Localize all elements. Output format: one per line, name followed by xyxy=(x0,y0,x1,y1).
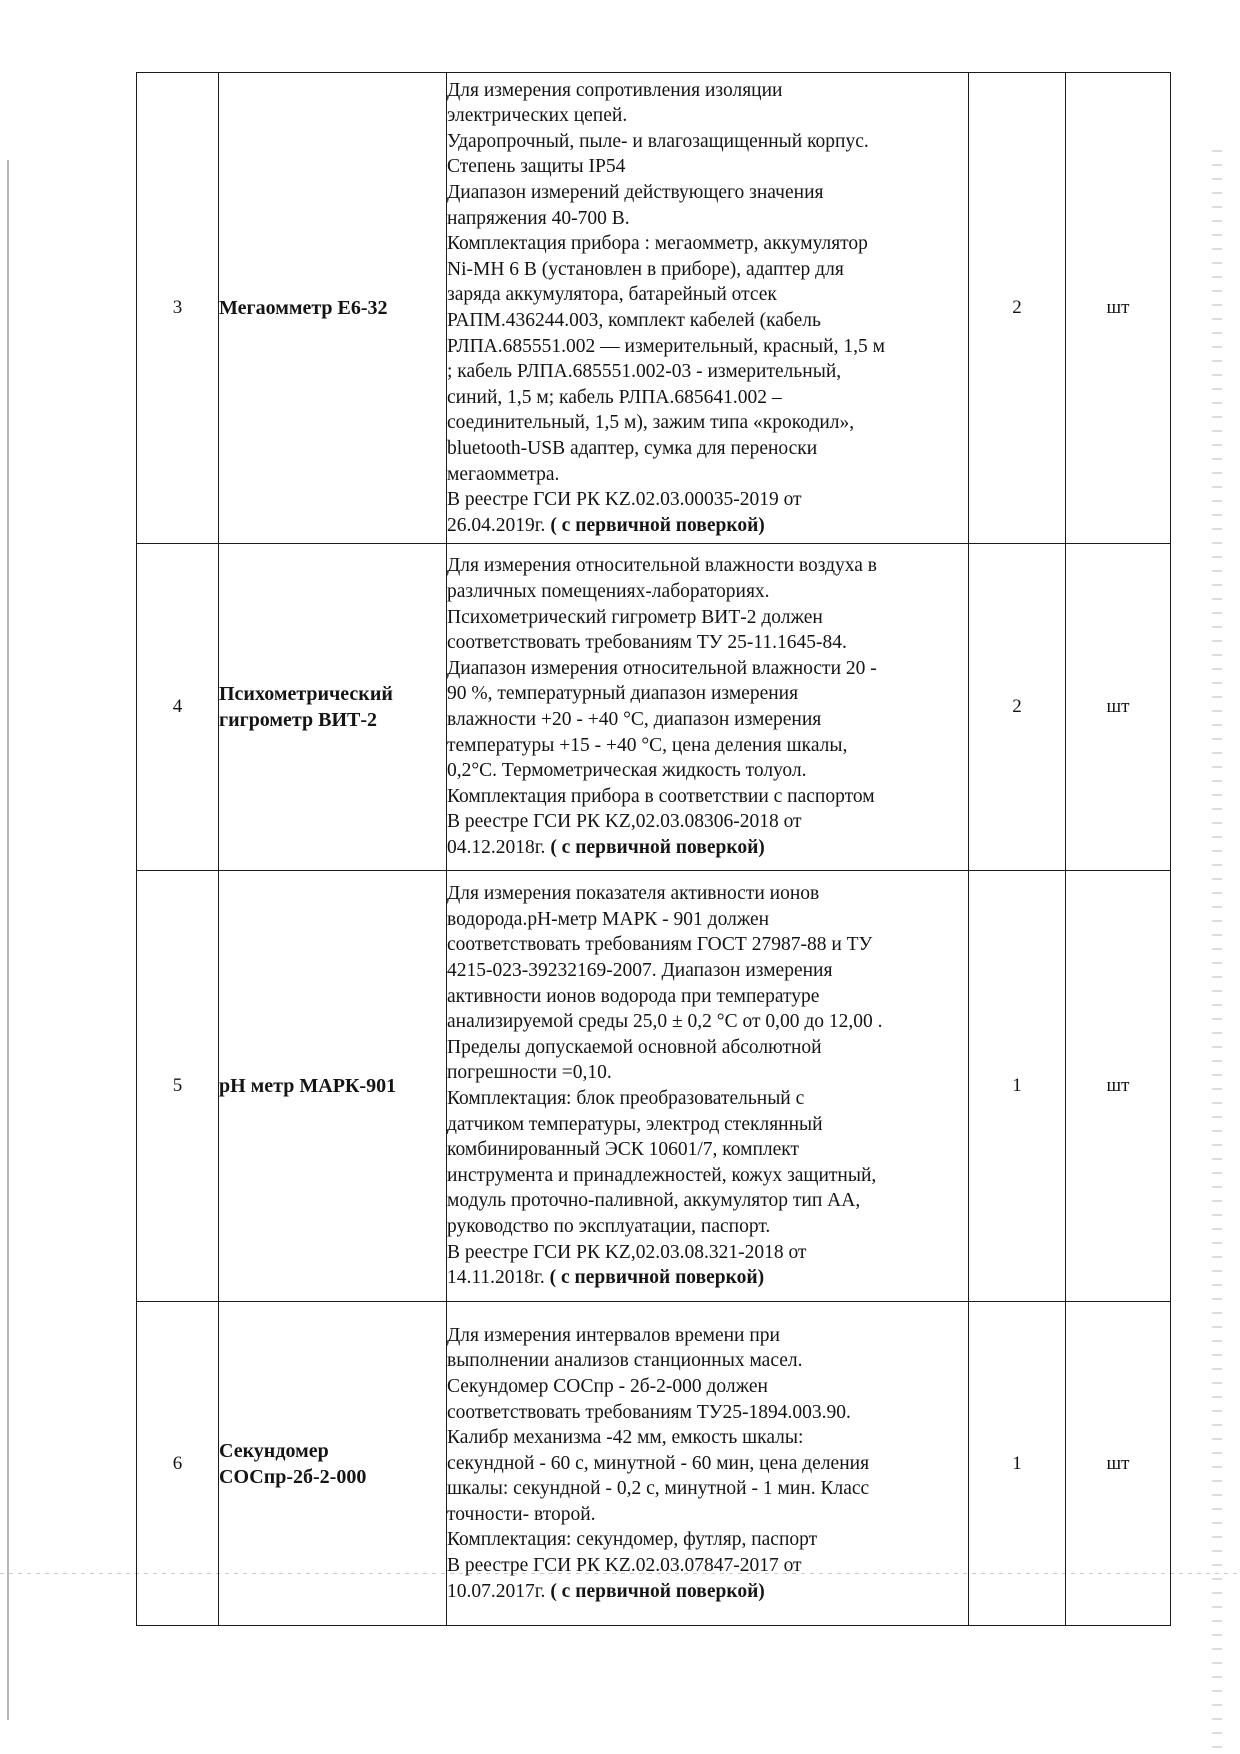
description-line: модуль проточно-паливной, аккумулятор тип АА, xyxy=(447,1190,861,1212)
registry-date: 14.11.2018г. xyxy=(447,1267,545,1289)
description-line: мегаомметра. xyxy=(447,463,560,485)
description-line: Психометрический гигрометр ВИТ-2 должен xyxy=(447,606,823,628)
description-line: различных помещениях-лабораториях. xyxy=(447,581,770,603)
description-line: температуры +15 - +40 °С, цена деления шкалы, xyxy=(447,734,848,756)
description-line: заряда аккумулятора, батарейный отсек xyxy=(447,284,777,306)
description-line: соответствовать требованиям ГОСТ 27987-88 и ТУ xyxy=(447,934,873,956)
verification-note: ( с первичной поверкой) xyxy=(550,514,765,536)
registry-date-line xyxy=(447,835,968,861)
description-line: 90 %, температурный диапазон измерения xyxy=(447,683,799,705)
description-line: Для измерения интервалов времени при xyxy=(447,1324,780,1346)
description-line: соответствовать требованиям ТУ 25-11.1645-84. xyxy=(447,632,847,654)
description-line: 4215-023-39232169-2007. Диапазон измерения xyxy=(447,960,833,982)
description-line: Комплектация: секундомер, футляр, паспорт xyxy=(447,1529,818,1551)
description-line: В реестре ГСИ РК KZ.02.03.07847-2017 от xyxy=(447,1555,802,1577)
item-quantity: 1 xyxy=(969,1302,1066,1626)
description-line: В реестре ГСИ РК KZ,02.03.08.321-2018 от xyxy=(447,1241,807,1263)
description-line: Комплектация прибора : мегаомметр, аккумулятор xyxy=(447,233,868,255)
description-lines xyxy=(447,1323,968,1579)
verification-note: ( с первичной поверкой) xyxy=(550,1580,765,1602)
item-description xyxy=(447,544,969,871)
registry-date-line xyxy=(447,513,968,539)
description-line: водорода.pH-метр МАРК - 901 должен xyxy=(447,908,770,930)
table-row xyxy=(137,1302,1171,1626)
description-line: РАПМ.436244.003, комплект кабелей (кабель xyxy=(447,310,821,331)
description-line: шкалы: секундной - 0,2 с, минутной - 1 мин. Класс xyxy=(447,1478,870,1500)
description-line: Степень защиты IP54 xyxy=(447,156,626,178)
description-line: точности- второй. xyxy=(447,1503,596,1525)
description-line: Комплектация прибора в соответствии с паспортом xyxy=(447,785,875,807)
description-line: датчиком температуры, электрод стеклянный xyxy=(447,1113,823,1135)
description-line: анализируемой среды 25,0 ± 0,2 °С от 0,00 до 12,00 . xyxy=(447,1011,883,1033)
registry-date-line xyxy=(447,1579,968,1605)
item-quantity: 2 xyxy=(969,544,1066,871)
description-line: Диапазон измерений действующего значения xyxy=(447,182,824,204)
description-line: В реестре ГСИ РК KZ,02.03.08306-2018 от xyxy=(447,811,802,833)
description-line: синий, 1,5 м; кабель РЛПА.685641.002 – xyxy=(447,386,782,408)
description-line: инструмента и принадлежностей, кожух защитный, xyxy=(447,1164,877,1186)
description-line: Ударопрочный, пыле- и влагозащищенный корпус. xyxy=(447,130,869,152)
description-line: Секундомер СОСпр - 2б-2-000 должен xyxy=(447,1375,768,1397)
item-description xyxy=(447,871,969,1302)
description-lines xyxy=(447,78,968,513)
description-line: активности ионов водорода при температуре xyxy=(447,985,820,1007)
description-lines xyxy=(447,881,968,1265)
description-lines xyxy=(447,553,968,835)
item-quantity: 1 xyxy=(969,871,1066,1302)
table-row xyxy=(137,871,1171,1302)
row-number: 4 xyxy=(137,544,219,871)
scan-edge-left xyxy=(7,160,9,1720)
description-line: 0,2°С. Термометрическая жидкость толуол. xyxy=(447,760,807,782)
description-line: Для измерения относительной влажности воздуха в xyxy=(447,555,877,577)
description-line: погрешности =0,10. xyxy=(447,1062,612,1084)
registry-date: 10.07.2017г. xyxy=(447,1580,546,1602)
verification-note: ( с первичной поверкой) xyxy=(550,836,765,858)
row-number: 3 xyxy=(137,73,219,544)
item-name: Мегаомметр Е6-32 xyxy=(219,73,447,544)
registry-date-line xyxy=(447,1265,968,1291)
item-unit: шт xyxy=(1066,544,1171,871)
registry-date: 04.12.2018г. xyxy=(447,836,546,858)
description-line: комбинированный ЭСК 10601/7, комплект xyxy=(447,1139,800,1161)
verification-note: ( с первичной поверкой) xyxy=(549,1267,765,1289)
description-line: соответствовать требованиям ТУ25-1894.003.90. xyxy=(447,1401,851,1423)
description-line: Калибр механизма -42 мм, емкость шкалы: xyxy=(447,1427,804,1449)
description-line: В реестре ГСИ РК KZ.02.03.00035-2019 от xyxy=(447,489,802,511)
item-name: Секундомер СОСпр-2б-2-000 xyxy=(219,1302,447,1626)
item-description xyxy=(447,73,969,544)
item-unit: шт xyxy=(1066,871,1171,1302)
description-line: РЛПА.685551.002 — измерительный, красный, 1,5 м xyxy=(447,335,885,357)
description-line: секундной - 60 с, минутной - 60 мин, цена деления xyxy=(447,1452,870,1474)
registry-date: 26.04.2019г. xyxy=(447,514,546,536)
description-line: ; кабель РЛПА.685551.002-03 - измерительный, xyxy=(447,361,842,383)
item-description xyxy=(447,1302,969,1626)
equipment-spec-table xyxy=(136,72,1171,1626)
row-number: 5 xyxy=(137,871,219,1302)
description-line: Для измерения сопротивления изоляции xyxy=(447,79,783,101)
description-line: bluetooth-USB адаптер, сумка для переноски xyxy=(447,437,818,459)
description-line: Для измерения показателя активности ионов xyxy=(447,883,820,905)
item-name: Психометрический гигрометр ВИТ-2 xyxy=(219,544,447,871)
description-line: руководство по эксплуатации, паспорт. xyxy=(447,1215,771,1237)
description-line: Пределы допускаемой основной абсолютной xyxy=(447,1036,822,1058)
table-row xyxy=(137,544,1171,871)
table-row xyxy=(137,73,1171,544)
item-unit: шт xyxy=(1066,73,1171,544)
item-unit: шт xyxy=(1066,1302,1171,1626)
description-line: напряжения 40-700 В. xyxy=(447,207,630,229)
description-line: электрических цепей. xyxy=(447,105,628,127)
description-line: Ni-MH 6 В (установлен в приборе), адаптер для xyxy=(447,258,844,280)
scan-edge-right xyxy=(1212,150,1222,1750)
description-line: соединительный, 1,5 м), зажим типа «крокодил», xyxy=(447,412,855,434)
item-name: pH метр МАРК-901 xyxy=(219,871,447,1302)
description-line: Диапазон измерения относительной влажности 20 - xyxy=(447,657,877,679)
row-number: 6 xyxy=(137,1302,219,1626)
description-line: Комплектация: блок преобразовательный с xyxy=(447,1088,805,1109)
description-line: влажности +20 - +40 °С, диапазон измерения xyxy=(447,709,822,730)
description-line: выполнении анализов станционных масел. xyxy=(447,1350,803,1372)
item-quantity: 2 xyxy=(969,73,1066,544)
